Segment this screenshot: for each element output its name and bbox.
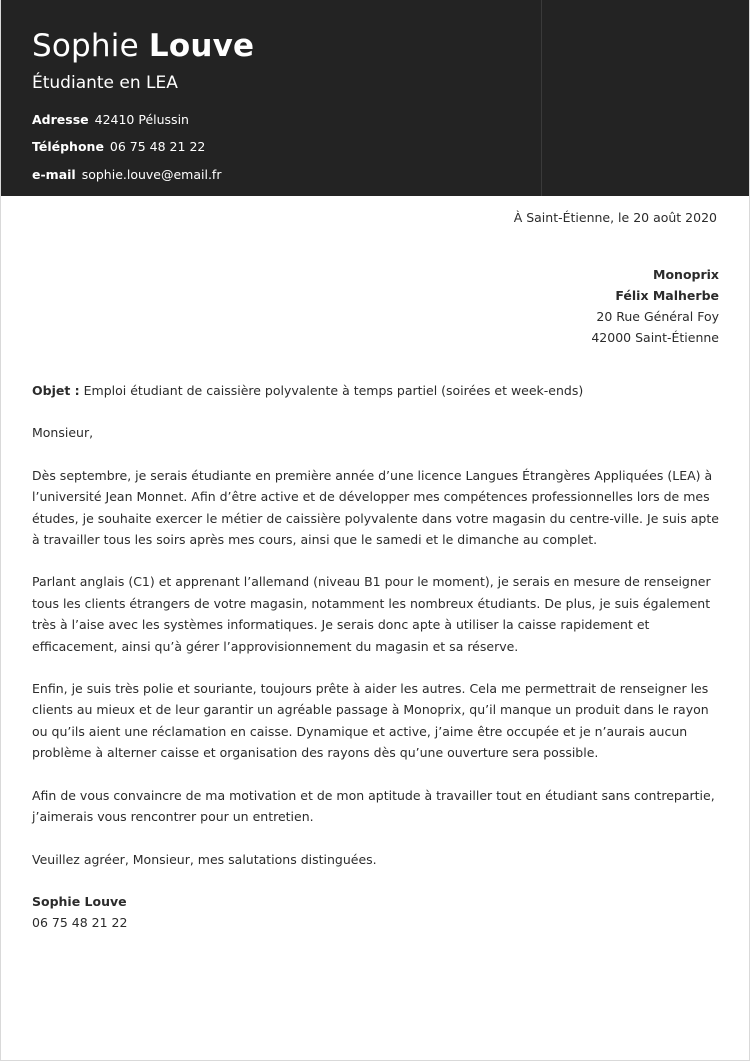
paragraph-3: Enfin, je suis très polie et souriante, toujours prête à aider les autres. Cela me permettrait de renseigner les clients au mieux et de leur garantir un agréable passage à Monoprix, qu’il manque un produit dans le rayon ou qu’ils aient une réclamation en caisse. Dynamique et active, j’aime être occupée et je n’aurais aucun problème à alterner caisse et organisation des rayons dès qu’une ouverture sera possible.: [32, 681, 709, 761]
date-line: À Saint-Étienne, le 20 août 2020: [513, 210, 717, 225]
contact-email: [32, 167, 221, 183]
first-name: Sophie: [32, 28, 139, 64]
contact-value: 42410 Pélussin: [94, 112, 189, 127]
contact-label: Adresse: [32, 112, 89, 127]
salutation: Monsieur,: [32, 425, 94, 441]
objet-line: [32, 380, 722, 401]
paragraph-1: Dès septembre, je serais étudiante en première année d’une licence Langues Étrangères Appliquées (LEA) à l’université Jean Monnet. Afin d’être active et de développer mes compétences professionnelles lors de mes études, je souhaite exercer le métier de caissière polyvalente dans votre magasin du centre-ville. Je suis apte à travailler tous les soirs après mes cours, ainsi que le samedi et le dimanche au complet.: [32, 467, 719, 548]
recipient-city: 42000 Saint-Étienne: [591, 330, 719, 345]
letter-body: [32, 380, 722, 934]
recipient-company: Monoprix: [653, 267, 719, 282]
objet-label: Objet :: [32, 383, 80, 398]
paragraph-4: Afin de vous convaincre de ma motivation et de mon aptitude à travailler tout en étudiant sans contrepartie, j’aimerais vous rencontrer pour un entretien.: [32, 787, 715, 825]
contact-value: sophie.louve@email.fr: [81, 167, 222, 182]
signature-phone: 06 75 48 21 22: [32, 915, 128, 931]
last-name: Louve: [148, 28, 255, 64]
contact-phone: [32, 139, 205, 155]
recipient-person: Félix Malherbe: [615, 288, 719, 303]
header-divider: [541, 0, 542, 196]
contact-value: 06 75 48 21 22: [109, 139, 206, 154]
recipient-block: [591, 264, 719, 348]
contact-address: [32, 112, 189, 128]
sender-title: Étudiante en LEA: [32, 73, 178, 93]
paragraph-2: Parlant anglais (C1) et apprenant l’allemand (niveau B1 pour le moment), je serais en mesure de renseigner tous les clients étrangers de votre magasin, notamment les nombreux étudiants. De plus, je suis également très à l’aise avec les systèmes informatiques. Je serais donc apte à utiliser la caisse rapidement et efficacement, ainsi qu’à gérer l’approvisionnement du magasin et sa réserve.: [32, 574, 711, 654]
contact-label: e-mail: [32, 167, 76, 182]
objet-text: Emploi étudiant de caissière polyvalente à temps partiel (soirées et week-ends): [79, 383, 584, 398]
recipient-street: 20 Rue Général Foy: [596, 309, 719, 324]
contact-label: Téléphone: [32, 139, 104, 154]
header-banner: [1, 0, 749, 196]
signature-name: Sophie Louve: [32, 893, 127, 909]
closing: Veuillez agréer, Monsieur, mes salutations distinguées.: [32, 851, 377, 867]
sender-name: [32, 26, 254, 66]
